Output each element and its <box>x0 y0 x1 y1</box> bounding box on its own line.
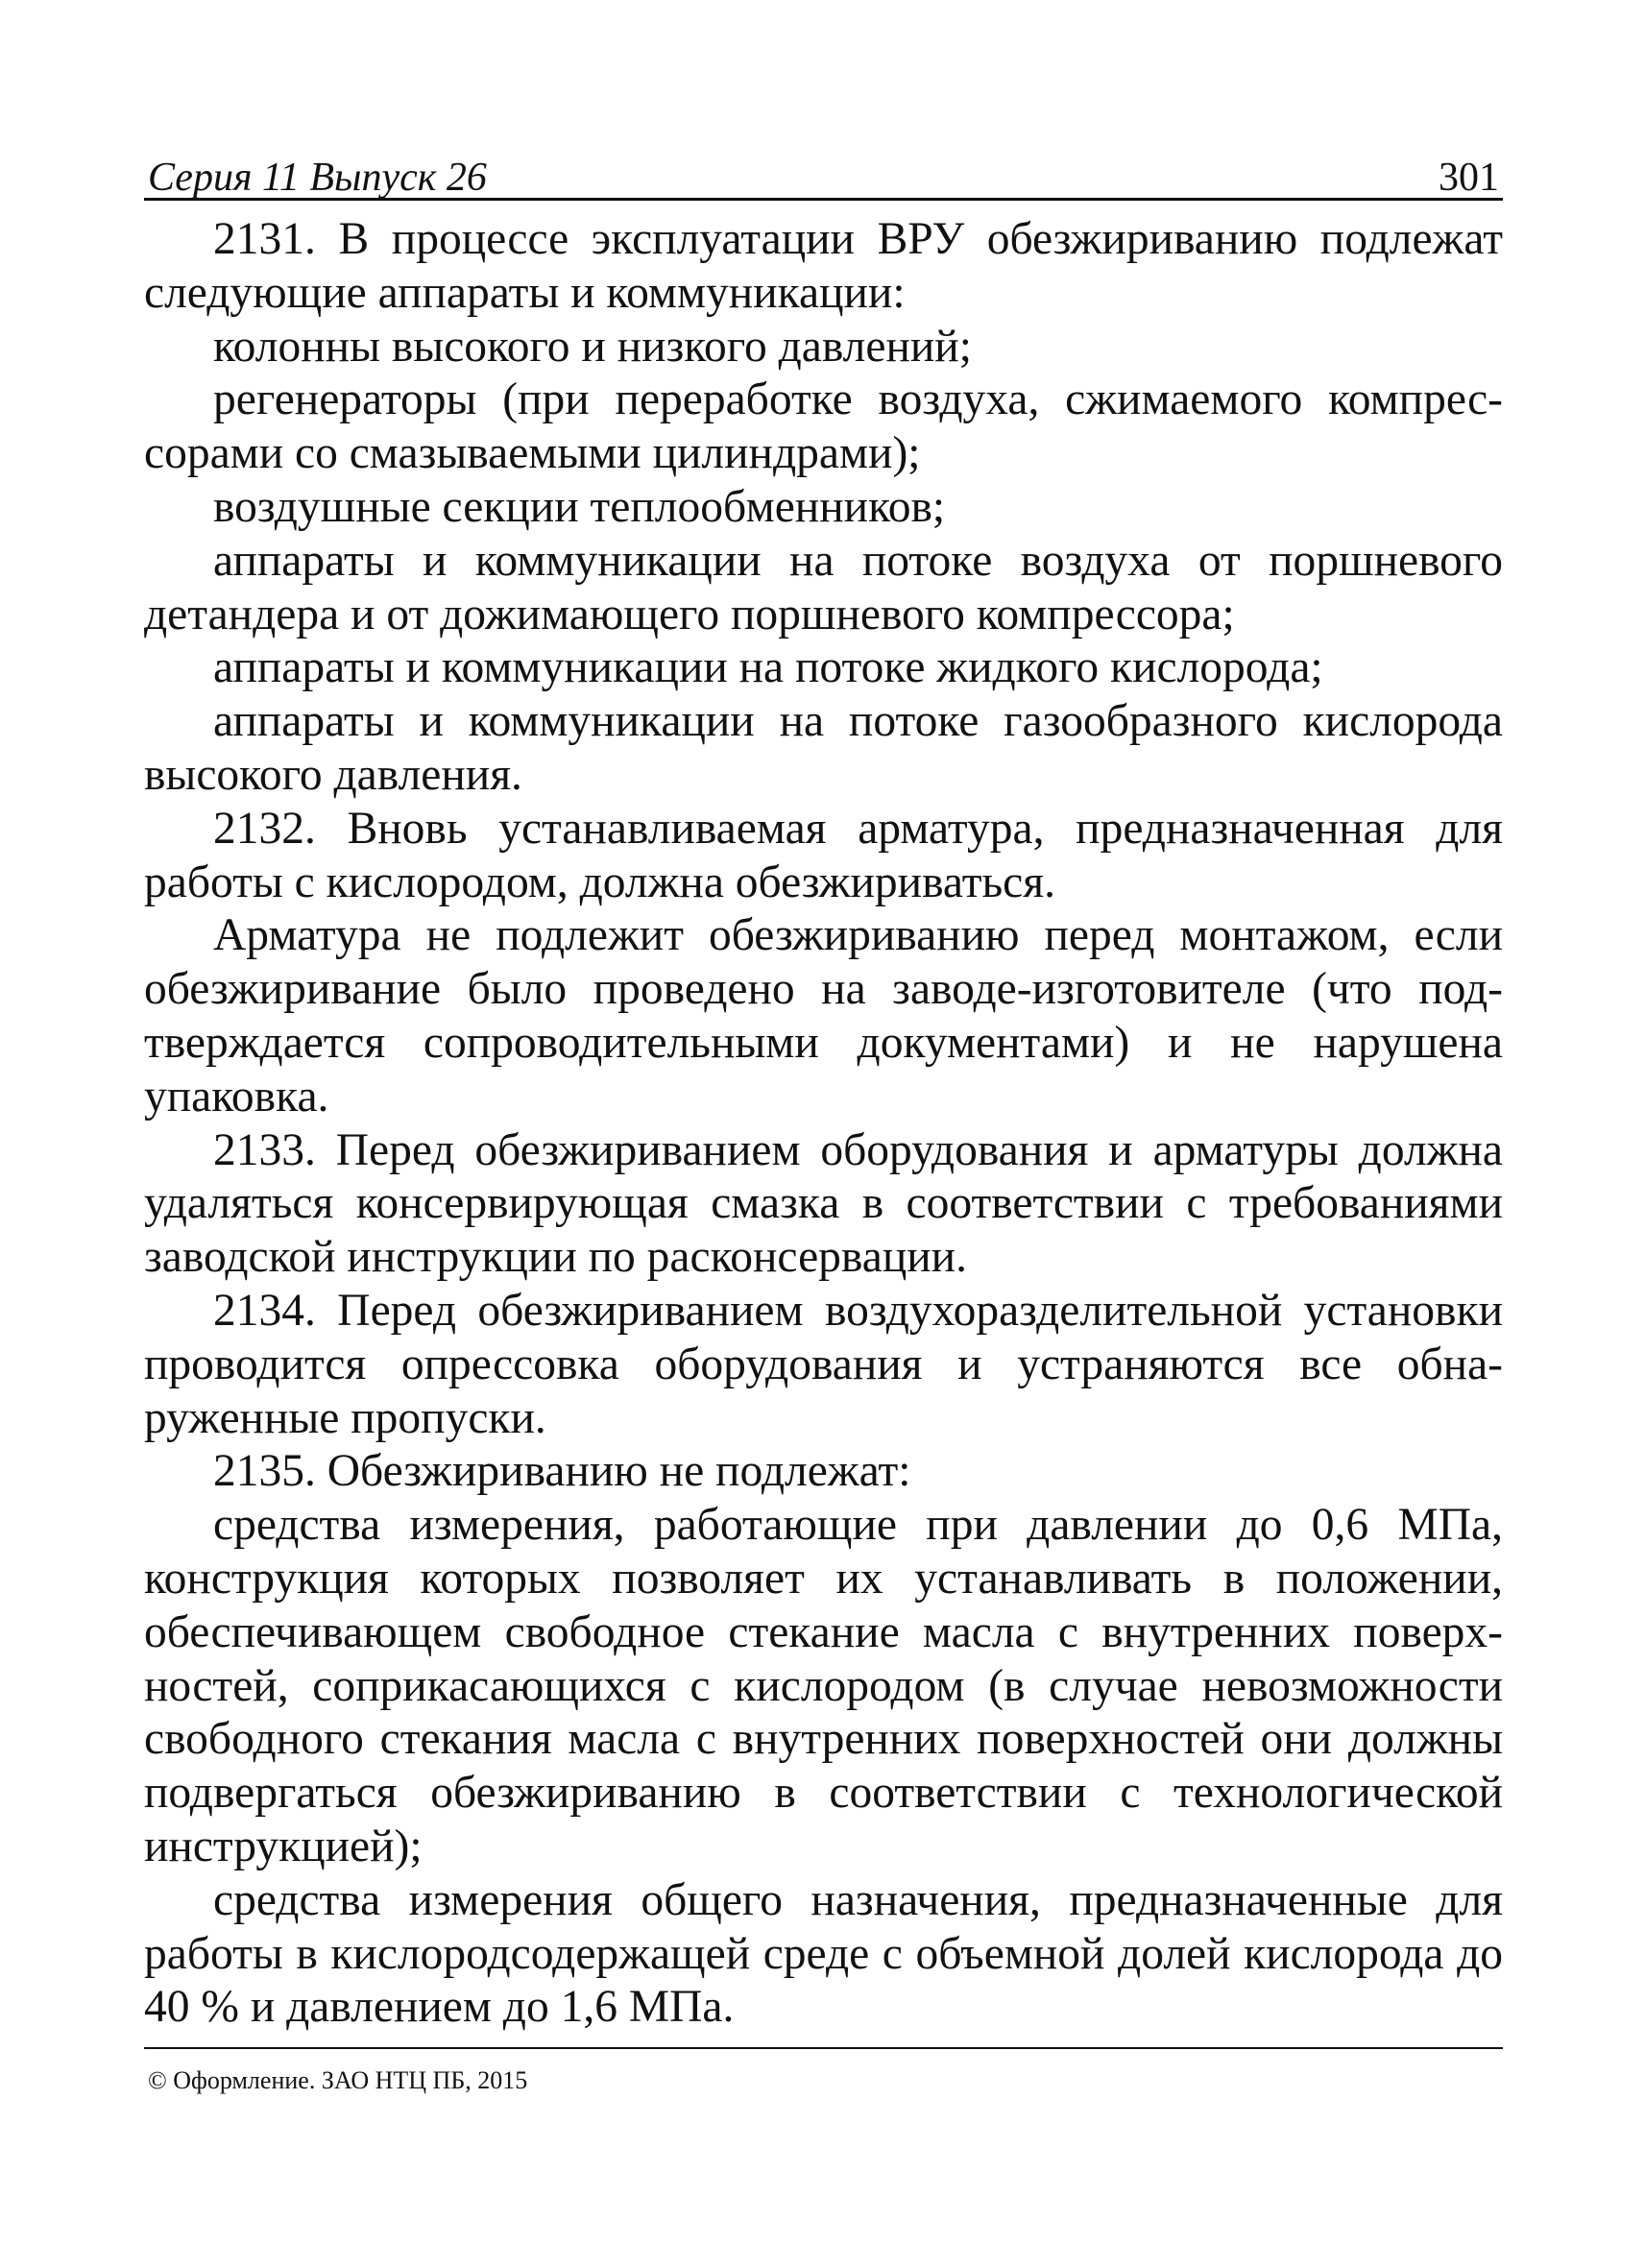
running-header <box>144 146 1503 201</box>
paragraph-2131: 2131. В процессе эксплуатации ВРУ обезжириванию подлежат следующие аппараты и коммуникации: <box>144 214 1503 318</box>
footer-divider <box>144 2047 1503 2049</box>
paragraph-2135: 2135. Обезжириванию не подлежат: <box>213 1446 911 1497</box>
list-item: регенераторы (при переработке воздуха, сжимаемого компрессорами со смазываемыми цилиндрами); <box>144 374 1503 479</box>
paragraph: Арматура не подлежит обезжириванию перед монтажом, если обезжиривание было проведено на заводе-изготовителе (что подтверждается сопроводительными документами) и не нарушена упаковка. <box>144 910 1503 1122</box>
list-item: аппараты и коммуникации на потоке жидкого кислорода; <box>213 642 1323 693</box>
list-item: средства измерения, работающие при давлении до 0,6 МПа, конструкция которых позволяет их устанавливать в положении, обеспечивающем свободное стекание масла с внутренних поверхностей, соприкасающихся с кислородом (в случае невозможности свободного стекания масла с внутренних поверхностей они должны подвергаться обезжириванию в соответствии с технологической инструкцией); <box>144 1500 1503 1871</box>
page-number: 301 <box>1439 156 1499 200</box>
list-item: воздушные секции теплообменников; <box>213 481 946 532</box>
paragraph-2134: 2134. Перед обезжириванием воздухоразделительной установки проводится опрессовка оборудования и устраняются все обнаруженные пропуски. <box>144 1285 1503 1443</box>
document-page <box>144 0 1503 2268</box>
copyright-footer: © Оформление. ЗАО НТЦ ПБ, 2015 <box>148 2066 528 2094</box>
paragraph-2133: 2133. Перед обезжириванием оборудования и арматуры должна удаляться консервирующая смазка в соответствии с требованиями заводской инструкции по расконсервации. <box>144 1124 1503 1283</box>
body-text <box>144 213 1503 2035</box>
list-item: колонны высокого и низкого давлений; <box>213 321 972 372</box>
list-item: средства измерения общего назначения, предназначенные для работы в кислородсодержащей среде с объемной долей кислорода до 40 % и давлением до 1,6 МПа. <box>144 1874 1503 2033</box>
series-title: Серия 11 Выпуск 26 <box>148 156 487 200</box>
paragraph-2132: 2132. Вновь устанавливаемая арматура, предназначенная для работы с кислородом, должна обезжириваться. <box>144 803 1503 907</box>
list-item: аппараты и коммуникации на потоке воздуха от поршневого детандера и от дожимающего поршневого компрессора; <box>144 535 1503 639</box>
list-item: аппараты и коммуникации на потоке газообразного кислорода высокого давления. <box>144 696 1503 800</box>
